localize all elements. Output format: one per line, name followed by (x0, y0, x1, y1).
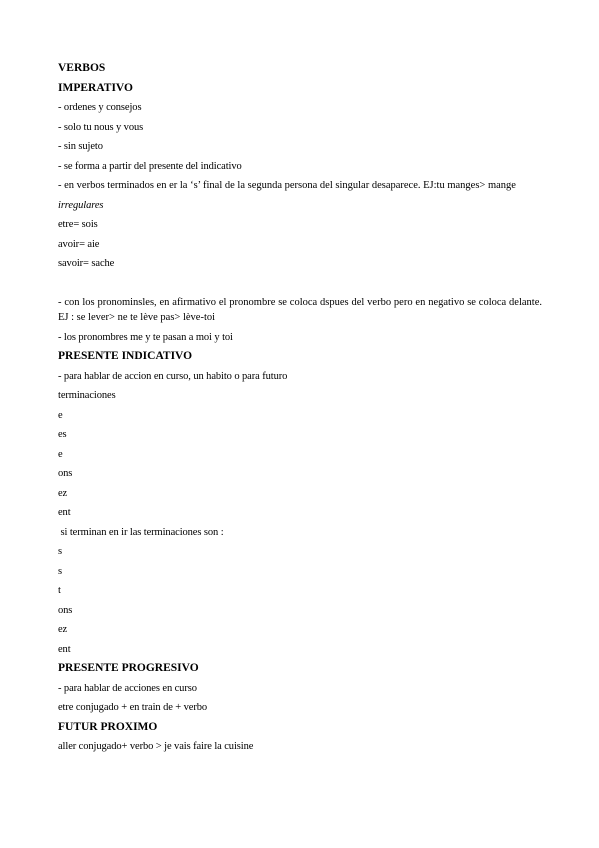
text-line: - para hablar de acciones en curso (58, 682, 197, 694)
text-line: - para hablar de accion en curso, un habito o para futuro (58, 370, 288, 382)
terminaciones-label: terminaciones (58, 390, 116, 401)
ending-line: e (58, 409, 63, 421)
ending-line: e (58, 448, 63, 460)
text-line: - ordenes y consejos (58, 102, 142, 113)
ending-line: ez (58, 487, 68, 499)
ending-line: s (58, 546, 62, 557)
text-line: - se forma a partir del presente del indicativo (58, 160, 242, 172)
ending-line: es (58, 429, 67, 440)
document-page (58, 59, 542, 757)
ending-line: ons (58, 468, 73, 479)
text-paragraph: - en verbos terminados en er la ‘s’ final de la segunda persona del singular desaparece. EJ:tu manges> mange (58, 180, 516, 191)
section-heading-presente-progresivo: PRESENTE PROGRESIVO (58, 662, 199, 674)
text-line: - solo tu nous y vous (58, 121, 144, 133)
ir-endings-label: si terminan en ir las terminaciones son : (58, 526, 224, 538)
ending-line: ent (58, 507, 71, 518)
document-title: VERBOS (58, 62, 106, 74)
ending-line: ez (58, 624, 68, 635)
text-line: etre conjugado + en train de + verbo (58, 702, 208, 713)
ending-line: t (58, 585, 61, 596)
section-heading-imperativo: IMPERATIVO (58, 81, 133, 94)
irregular-verb-line: avoir= aie (58, 238, 100, 250)
blank-line (58, 274, 542, 294)
ending-line: ons (58, 604, 73, 616)
irregulares-label: irregulares (58, 199, 104, 211)
section-heading-futur-proximo: FUTUR PROXIMO (58, 720, 158, 733)
text-paragraph: - con los pronominsles, en afirmativo el pronombre se coloca dspues del verbo pero en negativo se coloca delante. EJ : se lever> ne te lève pas> lève-toi (58, 297, 542, 323)
irregular-verb-line: savoir= sache (58, 258, 115, 269)
text-line: - sin sujeto (58, 141, 103, 152)
ending-line: s (58, 565, 62, 577)
irregular-verb-line: etre= sois (58, 219, 98, 230)
text-line: - los pronombres me y te pasan a moi y toi (58, 331, 233, 343)
ending-line: ent (58, 643, 71, 655)
text-line: aller conjugado+ verbo > je vais faire la cuisine (58, 741, 254, 752)
section-heading-presente-indicativo: PRESENTE INDICATIVO (58, 350, 193, 362)
